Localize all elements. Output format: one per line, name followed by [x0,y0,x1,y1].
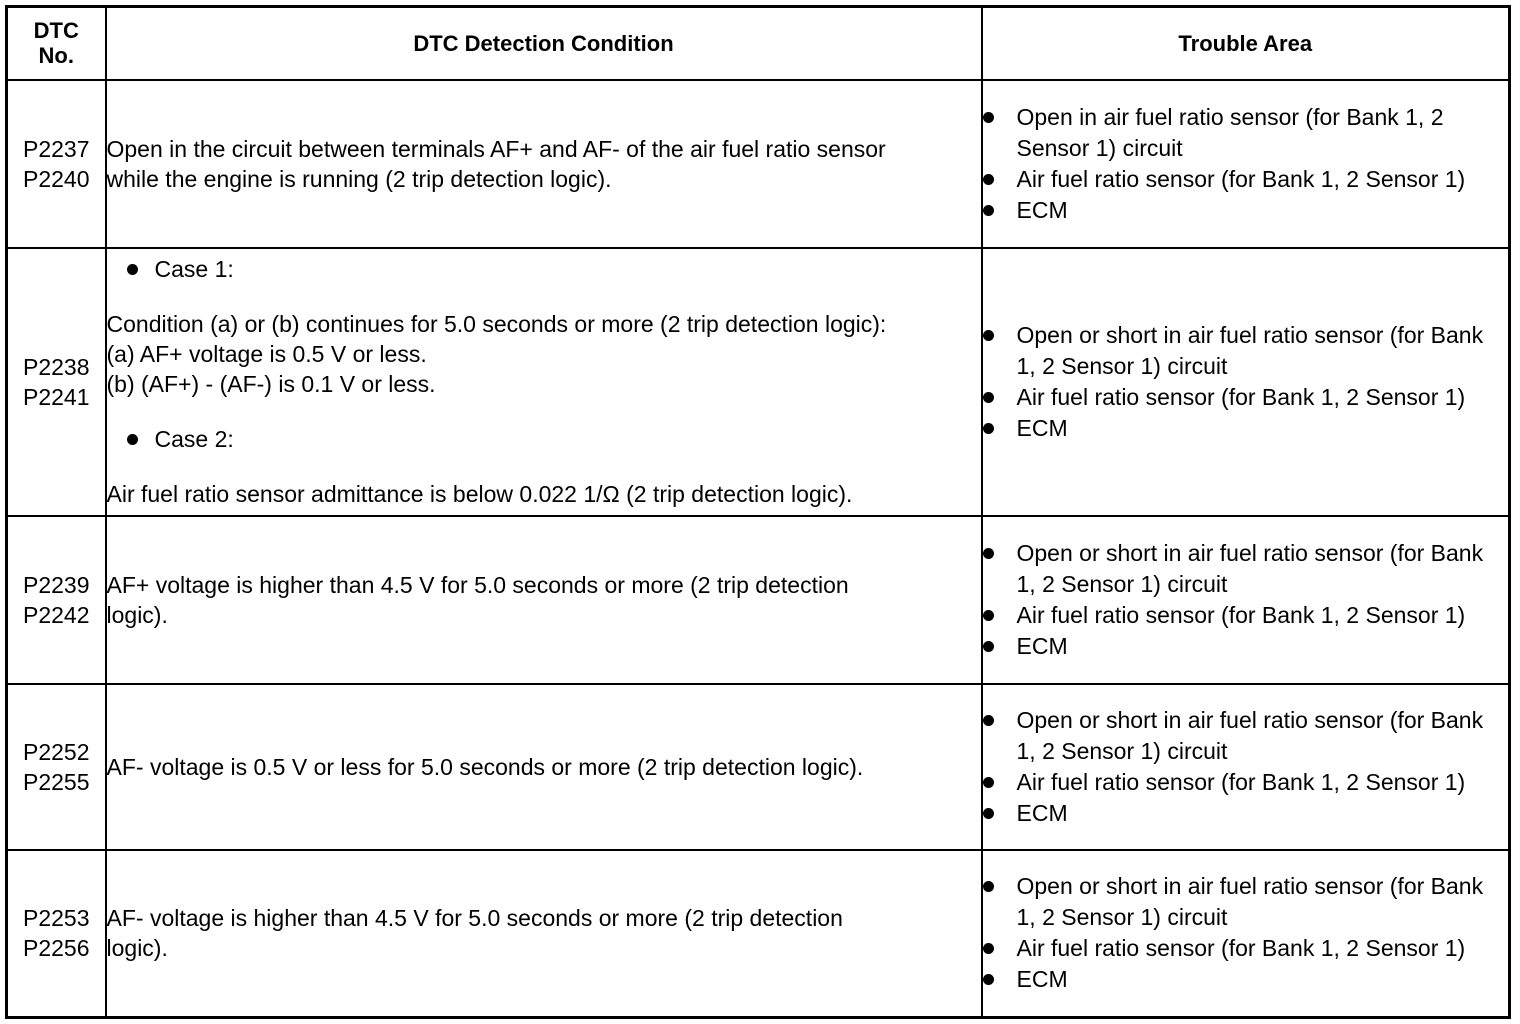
trouble-area-item: Air fuel ratio sensor (for Bank 1, 2 Sensor 1) [983,933,1509,964]
dtc-code: P2241 [22,383,90,410]
condition-text: AF- voltage is 0.5 V or less for 5.0 seconds or more (2 trip detection logic). [106,753,864,780]
dtc-code-cell [7,684,106,850]
case-1-label: Case 1: [107,254,981,284]
condition-text: while the engine is running (2 trip detection logic). [106,165,612,192]
table-row [7,684,1510,850]
dtc-code: P2240 [22,165,90,192]
table-row [7,248,1510,516]
dtc-code: P2255 [22,768,90,795]
condition-text: (a) AF+ voltage is 0.5 V or less. [106,341,427,367]
condition-text: Air fuel ratio sensor admittance is below 0.022 1/Ω (2 trip detection logic). [106,481,853,507]
case-1-block [107,309,981,399]
header-dtc-no-line2: No. [38,43,74,69]
trouble-area-item: Air fuel ratio sensor (for Bank 1, 2 Sensor 1) [983,767,1509,798]
case-2-block [107,479,981,509]
dtc-code-cell [7,248,106,516]
condition-text: logic). [106,935,168,962]
trouble-area-item: Open or short in air fuel ratio sensor (for Bank 1, 2 Sensor 1) circuit [983,705,1509,767]
dtc-code: P2242 [22,601,90,628]
table-row [7,80,1510,248]
trouble-area-item: ECM [983,964,1509,995]
dtc-code: P2253 [22,905,90,932]
dtc-code-cell [7,80,106,248]
condition-text: logic). [106,601,168,628]
trouble-area-item: Air fuel ratio sensor (for Bank 1, 2 Sensor 1) [983,164,1509,195]
trouble-area-item: ECM [983,798,1509,829]
trouble-area-item: Air fuel ratio sensor (for Bank 1, 2 Sensor 1) [983,600,1509,631]
condition-cell [106,850,982,1018]
table-row [7,516,1510,684]
dtc-code: P2238 [22,353,90,380]
trouble-area-cell [982,850,1510,1018]
condition-text: AF- voltage is higher than 4.5 V for 5.0 seconds or more (2 trip detection [106,905,843,932]
header-dtc-no-line1: DTC [33,18,79,44]
dtc-code: P2252 [22,738,90,765]
condition-cell [106,516,982,684]
trouble-area-item: Open or short in air fuel ratio sensor (for Bank 1, 2 Sensor 1) circuit [983,320,1509,382]
condition-cell [106,248,982,516]
dtc-code: P2256 [22,935,90,962]
trouble-area-item: ECM [983,195,1509,226]
dtc-table [5,5,1511,1019]
case-2-label: Case 2: [107,424,981,454]
dtc-code-cell [7,516,106,684]
dtc-code: P2239 [22,571,90,598]
table-header [7,7,1510,80]
dtc-code-cell [7,850,106,1018]
dtc-code: P2237 [22,135,90,162]
condition-text: AF+ voltage is higher than 4.5 V for 5.0 seconds or more (2 trip detection [106,571,849,598]
condition-text: (b) (AF+) - (AF-) is 0.1 V or less. [106,371,436,397]
header-dtc-no [7,7,106,80]
condition-cell [106,684,982,850]
header-condition: DTC Detection Condition [106,7,982,80]
trouble-area-item: ECM [983,631,1509,662]
trouble-area-cell [982,248,1510,516]
trouble-area-item: Open or short in air fuel ratio sensor (for Bank 1, 2 Sensor 1) circuit [983,871,1509,933]
trouble-area-cell [982,684,1510,850]
trouble-area-item: Open in air fuel ratio sensor (for Bank 1, 2 Sensor 1) circuit [983,102,1509,164]
condition-cell [106,80,982,248]
trouble-area-item: Air fuel ratio sensor (for Bank 1, 2 Sensor 1) [983,382,1509,413]
trouble-area-item: Open or short in air fuel ratio sensor (for Bank 1, 2 Sensor 1) circuit [983,538,1509,600]
trouble-area-cell [982,80,1510,248]
table-row [7,850,1510,1018]
condition-text: Condition (a) or (b) continues for 5.0 seconds or more (2 trip detection logic): [106,311,887,337]
condition-text: Open in the circuit between terminals AF+ and AF- of the air fuel ratio sensor [106,135,886,162]
header-trouble-area: Trouble Area [982,7,1510,80]
trouble-area-cell [982,516,1510,684]
trouble-area-item: ECM [983,413,1509,444]
